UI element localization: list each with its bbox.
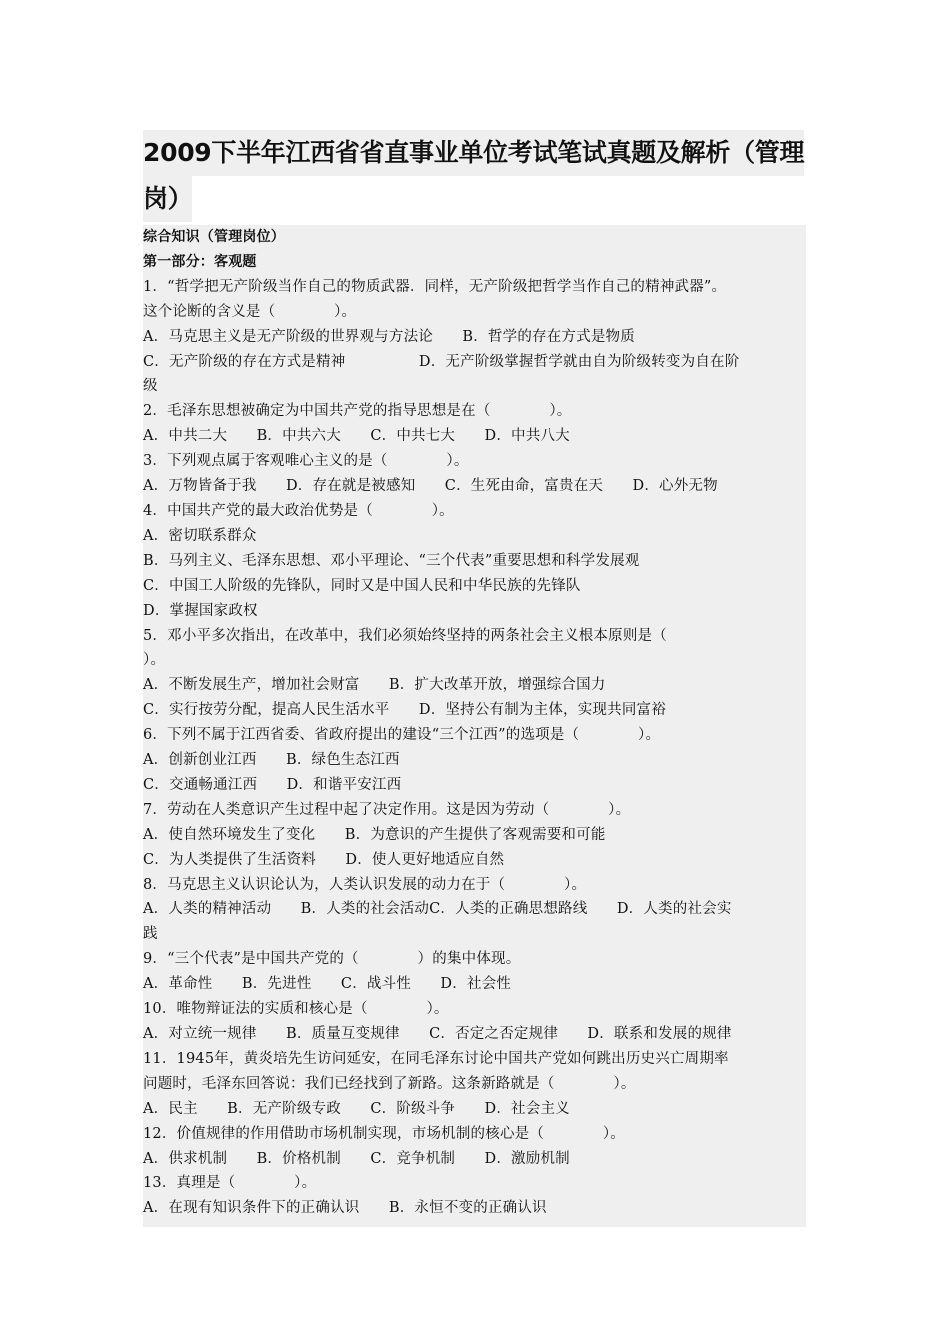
text-line: 3．下列观点属于客观唯心主义的是（ ）。 [143, 453, 469, 470]
text-line: B．马列主义、毛泽东思想、邓小平理论、“三个代表”重要思想和科学发展观 [143, 552, 640, 569]
text-line: 11．1945年，黄炎培先生访问延安，在同毛泽东讨论中国共产党如何跳出历史兴亡周期率 [143, 1050, 729, 1067]
text-line: A．革命性 B．先进性 C．战斗性 D．社会性 [143, 976, 512, 993]
text-line: A．使自然环境发生了变化 B．为意识的产生提供了客观需要和可能 [143, 826, 606, 843]
text-line: 问题时，毛泽东回答说：我们已经找到了新路。这条新路就是（ ）。 [143, 1075, 636, 1092]
text-line: 9．“三个代表”是中国共产党的（ ）的集中体现。 [143, 951, 521, 968]
text-line: 4．中国共产党的最大政治优势是（ ）。 [143, 502, 454, 519]
text-line: A．人类的精神活动 B．人类的社会活动C．人类的正确思想路线 D．人类的社会实 [143, 901, 732, 918]
text-line: 12．价值规律的作用借助市场机制实现，市场机制的核心是（ ）。 [143, 1125, 625, 1142]
text-line: D．掌握国家政权 [143, 602, 258, 619]
title-line-2: 岗） [143, 176, 192, 222]
text-line: A．不断发展生产，增加社会财富 B．扩大改革开放，增强综合国力 [143, 677, 606, 694]
text-line: 践 [143, 926, 158, 943]
text-line: C．无产阶级的存在方式是精神 D．无产阶级掌握哲学就由自为阶级转变为自在阶 [143, 353, 740, 370]
document-body [143, 225, 806, 1227]
text-line: C．为人类提供了生活资料 D．使人更好地适应自然 [143, 851, 505, 868]
text-line: 6．下列不属于江西省委、省政府提出的建设“三个江西”的选项是（ ）。 [143, 727, 661, 744]
text-line: A．密切联系群众 [143, 527, 257, 544]
text-line: A．民主 B．无产阶级专政 C．阶级斗争 D．社会主义 [143, 1100, 570, 1117]
text-line: A．供求机制 B．价格机制 C．竞争机制 D．激励机制 [143, 1150, 570, 1167]
text-line: 7．劳动在人类意识产生过程中起了决定作用。这是因为劳动（ ）。 [143, 801, 631, 818]
text-line: C．实行按劳分配，提高人民生活水平 D．坚持公有制为主体，实现共同富裕 [143, 702, 666, 719]
text-line: 10．唯物辩证法的实质和核心是（ ）。 [143, 1001, 449, 1018]
text-line: 2．毛泽东思想被确定为中国共产党的指导思想是在（ ）。 [143, 403, 572, 420]
text-line: 5．邓小平多次指出，在改革中，我们必须始终坚持的两条社会主义根本原则是（ [143, 627, 667, 644]
question-lines [143, 275, 806, 1221]
text-line: 1．“哲学把无产阶级当作自己的物质武器．同样，无产阶级把哲学当作自己的精神武器”。 [143, 278, 727, 295]
text-line: 级 [143, 378, 158, 395]
text-line: C．交通畅通江西 D．和谐平安江西 [143, 776, 402, 793]
text-line: A．对立统一规律 B．质量互变规律 C．否定之否定规律 D．联系和发展的规律 [143, 1026, 732, 1042]
text-line: 8．马克思主义认识论认为，人类认识发展的动力在于（ ）。 [143, 876, 587, 893]
title-line-1: 2009下半年江西省省直事业单位考试笔试真题及解析（管理 [143, 130, 804, 176]
text-line: A．中共二大 B．中共六大 C．中共七大 D．中共八大 [143, 428, 570, 445]
document-title [143, 130, 808, 222]
text-line: 13．真理是（ ）。 [143, 1175, 317, 1192]
text-line: 这个论断的含义是（ ）。 [143, 303, 357, 320]
part-heading: 第一部分：客观题 [143, 253, 257, 270]
section-heading: 综合知识（管理岗位） [143, 229, 285, 245]
text-line: A．在现有知识条件下的正确认识 B．永恒不变的正确认识 [143, 1200, 547, 1217]
text-line: ）。 [143, 652, 166, 669]
text-line: A．马克思主义是无产阶级的世界观与方法论 B．哲学的存在方式是物质 [143, 328, 635, 345]
text-line: A．创新创业江西 B．绿色生态江西 [143, 752, 400, 769]
text-line: C．中国工人阶级的先锋队，同时又是中国人民和中华民族的先锋队 [143, 577, 581, 594]
text-line: A．万物皆备于我 D．存在就是被感知 C．生死由命，富贵在天 D．心外无物 [143, 478, 718, 495]
